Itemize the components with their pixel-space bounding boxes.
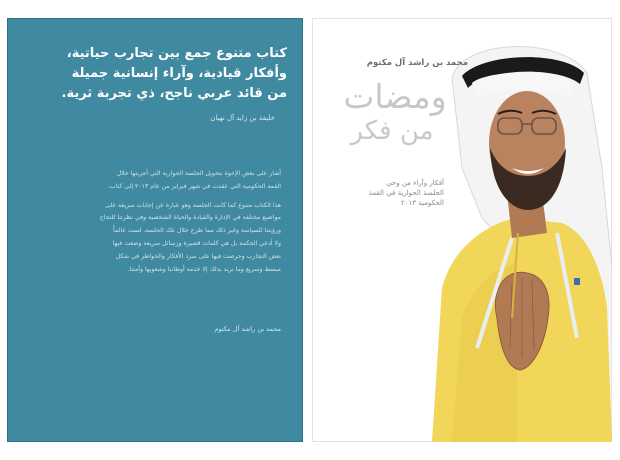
author-name: محمد بن راشد آل مكتوم <box>366 58 468 68</box>
description-line: الحكومية ٢٠١٣ <box>401 199 444 207</box>
front-cover <box>312 18 612 442</box>
body-line: مواضيع مختلفة في الإدارة والقيادة والحياة الشخصية وفي نظرتنا للنجاح <box>99 214 281 222</box>
quote-line: كتاب متنوع جمع بين تجارب حياتية، <box>66 46 287 61</box>
back-cover-body <box>23 168 281 276</box>
quote-author: خليفة بن زايد آل نهيان <box>210 114 275 122</box>
back-cover <box>7 18 303 442</box>
description-line: الجلسة الحوارية في القمة <box>368 189 444 197</box>
quote-line: من قائد عربي ناجح، ذي تجربة ثرية. <box>61 86 287 101</box>
body-line: أشار على بعض الإخوة بتحويل الجلسة الحوارية التي أجريتها خلال <box>116 170 281 177</box>
body-line: القمة الحكومية التي عقدت في شهر فبراير من عام ٢٠١٣ إلى كتاب. <box>107 182 281 190</box>
back-cover-quote <box>21 44 287 104</box>
body-line: بعض التجارب وحرصت فيها على سرد الأفكار والخواطر في شكل <box>115 252 281 260</box>
quote-line: وأفكار قيادية، وآراء إنسانية جميلة <box>71 66 287 81</box>
book-description <box>324 178 444 208</box>
body-line: ولا أدعي الحكمة بل هي كلمات قصيرة ورسائل سريعة وضعت فيها <box>112 239 281 247</box>
body-line: مبسط وسريع وما نريد بذلك إلا خدمة أوطاننا وشعوبها وأمتنا. <box>127 265 281 273</box>
body-line: هذا الكتاب متنوع كما كانت الجلسة وهو عبارة عن إجابات سريعة على <box>105 201 281 209</box>
book-subtitle: من فكر <box>350 116 434 146</box>
book-title: ومضات <box>343 77 447 116</box>
body-line: ورؤيتنا للسياسة وغير ذلك مما طرح خلال تلك الجلسة. لست عالماً <box>112 227 281 235</box>
description-line: أفكار وآراء من وحي <box>386 179 444 187</box>
back-cover-signature: محمد بن راشد آل مكتوم <box>214 325 281 333</box>
